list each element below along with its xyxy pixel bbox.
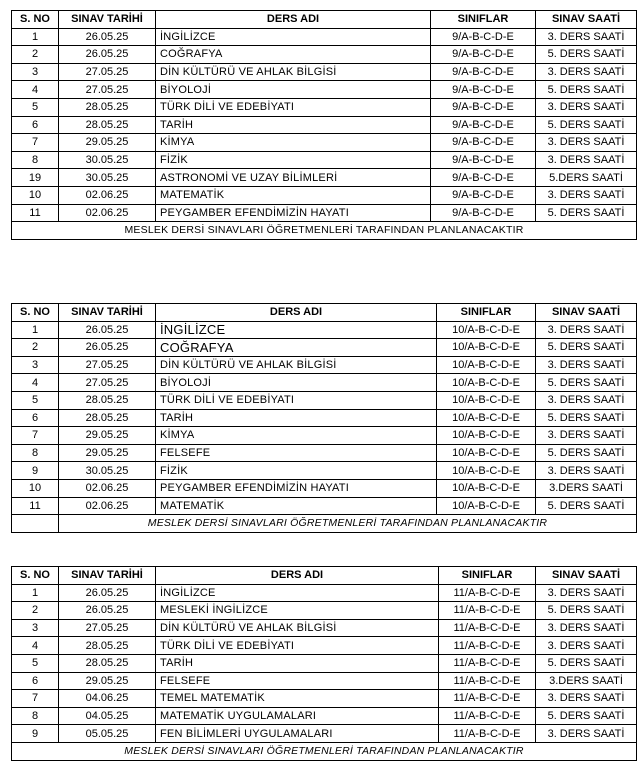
note-text: MESLEK DERSİ SINAVLARI ÖĞRETMENLERİ TARAFINDAN PLANLANACAKTIR: [12, 222, 637, 240]
cell-sinif: 9/A-B-C-D-E: [431, 186, 536, 204]
header-tarih: SINAV TARİHİ: [59, 11, 156, 29]
cell-ders: İNGİLİZCE: [156, 584, 439, 602]
cell-no: 11: [12, 204, 59, 222]
cell-sinif: 10/A-B-C-D-E: [437, 409, 536, 427]
cell-tarih: 29.05.25: [59, 427, 156, 445]
header-ders: DERS ADI: [156, 304, 437, 322]
cell-saat: 3. DERS SAATİ: [536, 356, 637, 374]
cell-tarih: 27.05.25: [59, 63, 156, 81]
table-row: [12, 497, 637, 515]
cell-tarih: 26.05.25: [59, 28, 156, 46]
cell-sinif: 11/A-B-C-D-E: [439, 690, 536, 708]
cell-no: 1: [12, 321, 59, 339]
cell-ders: BİYOLOJİ: [156, 81, 431, 99]
table-row: [12, 134, 637, 152]
table-row: [12, 28, 637, 46]
header-saat: SINAV SAATİ: [536, 304, 637, 322]
table-row: [12, 186, 637, 204]
cell-sinif: 10/A-B-C-D-E: [437, 321, 536, 339]
table-row: [12, 619, 637, 637]
cell-ders: TÜRK DİLİ VE EDEBİYATI: [156, 98, 431, 116]
cell-tarih: 26.05.25: [59, 46, 156, 64]
cell-sinif: 9/A-B-C-D-E: [431, 46, 536, 64]
header-row: [12, 304, 637, 322]
cell-saat: 5. DERS SAATİ: [536, 81, 637, 99]
header-no: S. NO: [12, 11, 59, 29]
table-row: [12, 602, 637, 620]
table-row: [12, 321, 637, 339]
cell-no: 9: [12, 462, 59, 480]
table-row: [12, 707, 637, 725]
cell-no: 4: [12, 637, 59, 655]
cell-no: 8: [12, 707, 59, 725]
cell-no: 3: [12, 63, 59, 81]
cell-saat: 5. DERS SAATİ: [536, 204, 637, 222]
cell-saat: 3. DERS SAATİ: [536, 134, 637, 152]
cell-ders: İNGİLİZCE: [156, 28, 431, 46]
cell-no: 6: [12, 672, 59, 690]
table-row: [12, 672, 637, 690]
cell-saat: 5.DERS SAATİ: [536, 169, 637, 187]
cell-tarih: 28.05.25: [59, 98, 156, 116]
cell-sinif: 10/A-B-C-D-E: [437, 356, 536, 374]
cell-sinif: 9/A-B-C-D-E: [431, 169, 536, 187]
cell-no: 5: [12, 391, 59, 409]
cell-ders: TARİH: [156, 654, 439, 672]
cell-sinif: 10/A-B-C-D-E: [437, 497, 536, 515]
cell-saat: 5. DERS SAATİ: [536, 46, 637, 64]
cell-saat: 3.DERS SAATİ: [536, 479, 637, 497]
cell-sinif: 11/A-B-C-D-E: [439, 584, 536, 602]
cell-sinif: 9/A-B-C-D-E: [431, 81, 536, 99]
exam-table-11: [11, 566, 637, 761]
cell-sinif: 11/A-B-C-D-E: [439, 725, 536, 743]
cell-tarih: 05.05.25: [59, 725, 156, 743]
cell-no: 8: [12, 444, 59, 462]
cell-ders: TARİH: [156, 116, 431, 134]
cell-tarih: 28.05.25: [59, 116, 156, 134]
cell-saat: 5. DERS SAATİ: [536, 374, 637, 392]
cell-ders: FELSEFE: [156, 672, 439, 690]
note-row: [12, 742, 637, 760]
cell-saat: 3. DERS SAATİ: [536, 690, 637, 708]
header-row: [12, 567, 637, 585]
cell-saat: 5. DERS SAATİ: [536, 497, 637, 515]
cell-no: 1: [12, 584, 59, 602]
cell-sinif: 10/A-B-C-D-E: [437, 339, 536, 357]
cell-no: 2: [12, 602, 59, 620]
table-row: [12, 169, 637, 187]
cell-tarih: 28.05.25: [59, 637, 156, 655]
exam-table-10: [11, 303, 637, 533]
cell-tarih: 02.06.25: [59, 204, 156, 222]
cell-saat: 3. DERS SAATİ: [536, 391, 637, 409]
cell-tarih: 26.05.25: [59, 339, 156, 357]
cell-tarih: 04.06.25: [59, 690, 156, 708]
cell-saat: 3. DERS SAATİ: [536, 584, 637, 602]
cell-ders: FELSEFE: [156, 444, 437, 462]
cell-ders: İNGİLİZCE: [156, 321, 437, 339]
cell-ders: TÜRK DİLİ VE EDEBİYATI: [156, 391, 437, 409]
cell-no: 19: [12, 169, 59, 187]
cell-sinif: 9/A-B-C-D-E: [431, 116, 536, 134]
note-empty-cell: [12, 515, 59, 533]
cell-tarih: 27.05.25: [59, 356, 156, 374]
cell-tarih: 27.05.25: [59, 619, 156, 637]
cell-saat: 3. DERS SAATİ: [536, 725, 637, 743]
cell-saat: 5. DERS SAATİ: [536, 654, 637, 672]
cell-tarih: 29.05.25: [59, 444, 156, 462]
cell-no: 5: [12, 654, 59, 672]
cell-sinif: 9/A-B-C-D-E: [431, 151, 536, 169]
cell-no: 7: [12, 690, 59, 708]
table-row: [12, 81, 637, 99]
table-row: [12, 427, 637, 445]
cell-sinif: 10/A-B-C-D-E: [437, 462, 536, 480]
header-ders: DERS ADI: [156, 11, 431, 29]
cell-saat: 5. DERS SAATİ: [536, 116, 637, 134]
table-row: [12, 374, 637, 392]
header-saat: SINAV SAATİ: [536, 11, 637, 29]
cell-saat: 5. DERS SAATİ: [536, 602, 637, 620]
cell-ders: ASTRONOMİ VE UZAY BİLİMLERİ: [156, 169, 431, 187]
cell-saat: 3. DERS SAATİ: [536, 637, 637, 655]
cell-no: 8: [12, 151, 59, 169]
cell-sinif: 10/A-B-C-D-E: [437, 444, 536, 462]
cell-sinif: 11/A-B-C-D-E: [439, 707, 536, 725]
cell-sinif: 11/A-B-C-D-E: [439, 602, 536, 620]
cell-saat: 3. DERS SAATİ: [536, 98, 637, 116]
cell-ders: TEMEL MATEMATİK: [156, 690, 439, 708]
table-row: [12, 725, 637, 743]
cell-tarih: 26.05.25: [59, 584, 156, 602]
cell-no: 2: [12, 46, 59, 64]
cell-no: 3: [12, 619, 59, 637]
cell-ders: FEN BİLİMLERİ UYGULAMALARI: [156, 725, 439, 743]
cell-no: 10: [12, 479, 59, 497]
cell-saat: 3. DERS SAATİ: [536, 186, 637, 204]
header-sinif: SINIFLAR: [439, 567, 536, 585]
cell-sinif: 9/A-B-C-D-E: [431, 204, 536, 222]
cell-no: 9: [12, 725, 59, 743]
header-no: S. NO: [12, 304, 59, 322]
cell-ders: BİYOLOJİ: [156, 374, 437, 392]
cell-saat: 5. DERS SAATİ: [536, 409, 637, 427]
cell-tarih: 28.05.25: [59, 391, 156, 409]
note-row: [12, 515, 637, 533]
cell-tarih: 30.05.25: [59, 151, 156, 169]
cell-no: 10: [12, 186, 59, 204]
table-row: [12, 98, 637, 116]
table-row: [12, 409, 637, 427]
cell-sinif: 10/A-B-C-D-E: [437, 391, 536, 409]
cell-tarih: 02.06.25: [59, 497, 156, 515]
header-tarih: SINAV TARİHİ: [59, 567, 156, 585]
cell-saat: 3. DERS SAATİ: [536, 63, 637, 81]
cell-ders: MATEMATİK: [156, 186, 431, 204]
cell-saat: 5. DERS SAATİ: [536, 444, 637, 462]
table-row: [12, 444, 637, 462]
cell-tarih: 30.05.25: [59, 169, 156, 187]
cell-no: 7: [12, 427, 59, 445]
cell-ders: FİZİK: [156, 462, 437, 480]
cell-ders: DİN KÜLTÜRÜ VE AHLAK BİLGİSİ: [156, 356, 437, 374]
cell-ders: PEYGAMBER EFENDİMİZİN HAYATI: [156, 479, 437, 497]
cell-sinif: 9/A-B-C-D-E: [431, 98, 536, 116]
cell-tarih: 02.06.25: [59, 186, 156, 204]
cell-sinif: 10/A-B-C-D-E: [437, 479, 536, 497]
cell-tarih: 04.05.25: [59, 707, 156, 725]
table-row: [12, 637, 637, 655]
header-tarih: SINAV TARİHİ: [59, 304, 156, 322]
cell-no: 7: [12, 134, 59, 152]
cell-sinif: 9/A-B-C-D-E: [431, 134, 536, 152]
cell-ders: MATEMATİK: [156, 497, 437, 515]
header-sinif: SINIFLAR: [431, 11, 536, 29]
table-row: [12, 116, 637, 134]
cell-sinif: 10/A-B-C-D-E: [437, 374, 536, 392]
cell-ders: KİMYA: [156, 427, 437, 445]
cell-tarih: 26.05.25: [59, 602, 156, 620]
cell-saat: 3. DERS SAATİ: [536, 321, 637, 339]
cell-tarih: 29.05.25: [59, 134, 156, 152]
cell-no: 11: [12, 497, 59, 515]
header-ders: DERS ADI: [156, 567, 439, 585]
cell-saat: 5. DERS SAATİ: [536, 707, 637, 725]
cell-no: 6: [12, 116, 59, 134]
table-row: [12, 46, 637, 64]
cell-no: 2: [12, 339, 59, 357]
cell-tarih: 29.05.25: [59, 672, 156, 690]
table-row: [12, 356, 637, 374]
cell-tarih: 27.05.25: [59, 81, 156, 99]
cell-ders: PEYGAMBER EFENDİMİZİN HAYATI: [156, 204, 431, 222]
cell-tarih: 30.05.25: [59, 462, 156, 480]
cell-no: 6: [12, 409, 59, 427]
cell-saat: 5. DERS SAATİ: [536, 339, 637, 357]
cell-no: 3: [12, 356, 59, 374]
cell-ders: MATEMATİK UYGULAMALARI: [156, 707, 439, 725]
cell-saat: 3. DERS SAATİ: [536, 151, 637, 169]
cell-sinif: 11/A-B-C-D-E: [439, 637, 536, 655]
header-row: [12, 11, 637, 29]
cell-ders: COĞRAFYA: [156, 339, 437, 357]
cell-tarih: 27.05.25: [59, 374, 156, 392]
cell-saat: 3. DERS SAATİ: [536, 28, 637, 46]
cell-sinif: 11/A-B-C-D-E: [439, 672, 536, 690]
table-row: [12, 391, 637, 409]
table-row: [12, 339, 637, 357]
cell-no: 1: [12, 28, 59, 46]
cell-tarih: 28.05.25: [59, 409, 156, 427]
cell-ders: DİN KÜLTÜRÜ VE AHLAK BİLGİSİ: [156, 619, 439, 637]
cell-tarih: 28.05.25: [59, 654, 156, 672]
cell-saat: 3. DERS SAATİ: [536, 427, 637, 445]
cell-saat: 3. DERS SAATİ: [536, 462, 637, 480]
cell-saat: 3.DERS SAATİ: [536, 672, 637, 690]
header-sinif: SINIFLAR: [437, 304, 536, 322]
table-row: [12, 151, 637, 169]
table-row: [12, 204, 637, 222]
table-row: [12, 462, 637, 480]
cell-no: 5: [12, 98, 59, 116]
cell-sinif: 9/A-B-C-D-E: [431, 63, 536, 81]
exam-table-9: [11, 10, 637, 240]
table-row: [12, 584, 637, 602]
table-row: [12, 63, 637, 81]
cell-sinif: 9/A-B-C-D-E: [431, 28, 536, 46]
table-row: [12, 690, 637, 708]
header-no: S. NO: [12, 567, 59, 585]
cell-ders: COĞRAFYA: [156, 46, 431, 64]
cell-ders: DİN KÜLTÜRÜ VE AHLAK BİLGİSİ: [156, 63, 431, 81]
table-row: [12, 479, 637, 497]
cell-ders: MESLEKİ İNGİLİZCE: [156, 602, 439, 620]
note-text: MESLEK DERSİ SINAVLARI ÖĞRETMENLERİ TARAFINDAN PLANLANACAKTIR: [59, 515, 637, 533]
cell-tarih: 02.06.25: [59, 479, 156, 497]
cell-sinif: 11/A-B-C-D-E: [439, 654, 536, 672]
cell-no: 4: [12, 374, 59, 392]
note-text: MESLEK DERSİ SINAVLARI ÖĞRETMENLERİ TARAFINDAN PLANLANACAKTIR: [12, 742, 637, 760]
cell-saat: 3. DERS SAATİ: [536, 619, 637, 637]
cell-ders: FİZİK: [156, 151, 431, 169]
cell-ders: TÜRK DİLİ VE EDEBİYATI: [156, 637, 439, 655]
table-row: [12, 654, 637, 672]
cell-no: 4: [12, 81, 59, 99]
header-saat: SINAV SAATİ: [536, 567, 637, 585]
cell-sinif: 10/A-B-C-D-E: [437, 427, 536, 445]
cell-tarih: 26.05.25: [59, 321, 156, 339]
cell-ders: TARİH: [156, 409, 437, 427]
cell-sinif: 11/A-B-C-D-E: [439, 619, 536, 637]
note-row: [12, 222, 637, 240]
cell-ders: KİMYA: [156, 134, 431, 152]
